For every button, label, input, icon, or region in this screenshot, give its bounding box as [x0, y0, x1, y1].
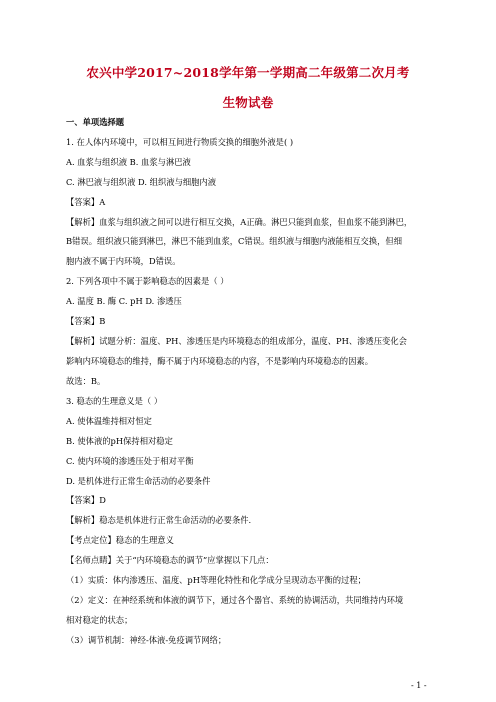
q1-analysis-cont: B错误。组织液只能到淋巴，淋巴不能到血浆，C错误。组织液与细胞内液能相互交换，但细: [66, 236, 403, 246]
q3-analysis: 【解析】稳态是机体进行正常生命活动的必要条件.: [66, 515, 252, 525]
exam-title: 农兴中学2017~2018学年第一学期高二年级第二次月考: [86, 65, 410, 80]
q2-conclusion: 故选：B。: [66, 376, 106, 386]
q1-analysis: 【解析】血浆与组织液之间可以进行相互交换，A正确。淋巴只能到血浆，但血浆不能到淋巴，: [66, 217, 413, 227]
q1-options-ab: A. 血浆与组织液 B. 血浆与淋巴液: [66, 157, 191, 167]
note-item-2-cont: 相对稳定的状态；: [66, 615, 133, 625]
question-2: 2. 下列各项中不属于影响稳态的因素是（ ）: [66, 276, 229, 286]
q1-answer: 【答案】A: [66, 197, 106, 207]
section-heading: 一、单项选择题: [66, 117, 125, 127]
q3-option-a: A. 使体温维持相对恒定: [66, 416, 152, 426]
q3-answer: 【答案】D: [66, 495, 106, 505]
q2-analysis-cont: 影响内环境稳态的维持，酶不属于内环境稳态的内容，不是影响内环境稳态的因素。: [66, 356, 373, 366]
q1-analysis-cont: 胞内液不属于内环境，D错误。: [66, 256, 181, 266]
q3-knowledge-point: 【考点定位】稳态的生理意义: [66, 535, 174, 545]
question-3: 3. 稳态的生理意义是（ ）: [66, 396, 163, 406]
q3-teacher-note: 【名师点睛】关于“内环境稳态的调节”应掌握以下几点：: [66, 555, 274, 565]
question-1: 1. 在人体内环境中，可以相互间进行物质交换的细胞外液是( ): [66, 137, 294, 147]
q3-option-c: C. 使内环境的渗透压处于相对平衡: [66, 456, 194, 466]
note-item-1: （1）实质：体内渗透压、温度、pH等理化特性和化学成分呈现动态平衡的过程；: [66, 575, 366, 585]
q3-option-d: D. 是机体进行正常生命活动的必要条件: [66, 476, 211, 486]
exam-subtitle: 生物试卷: [222, 95, 274, 110]
note-item-3: （3）调节机制：神经-体液-免疫调节网络；: [66, 635, 227, 645]
q1-options-cd: C. 淋巴液与组织液 D. 组织液与细胞内液: [66, 177, 217, 187]
q2-options: A. 温度 B. 酶 C. pH D. 渗透压: [66, 296, 182, 306]
q2-answer: 【答案】B: [66, 316, 106, 326]
page-number: - 1 -: [411, 681, 427, 690]
note-item-2: （2）定义：在神经系统和体液的调节下，通过各个器官、系统的协调活动，共同维持内环境: [66, 595, 404, 605]
q3-option-b: B. 使体液的pH保持相对稳定: [66, 436, 173, 446]
q2-analysis: 【解析】试题分析：温度、PH、渗透压是内环境稳态的组成部分，温度、PH、渗透压变化会: [66, 336, 407, 346]
